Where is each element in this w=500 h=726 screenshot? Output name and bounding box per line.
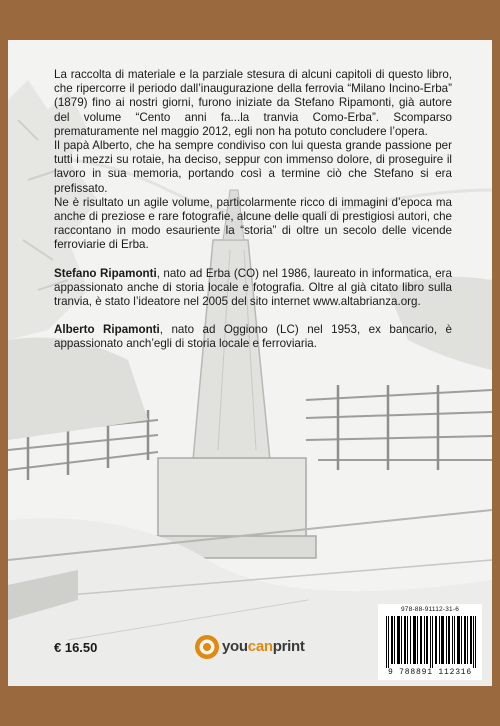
isbn-digits: 9 788891 112316 (387, 668, 472, 677)
author-bio-text-stefano: , nato ad Erba (CO) nel 1986, laureato in informatica, era appassionato anche di storia locale e fotografia. Oltre al già citato libro sulla tranvia, è stato l’ideatore nel 2005 del sito internet www.altabrianza.org. (54, 266, 452, 309)
publisher-logo (194, 634, 314, 662)
author-bio-alberto (54, 323, 452, 351)
publisher-print: print (272, 638, 305, 655)
isbn-barcode (378, 604, 482, 680)
publisher-can: can (247, 638, 273, 655)
publisher-you: you (222, 638, 248, 655)
isbn-number: 978-88-91112-31-6 (400, 606, 460, 613)
author-bio-stefano (54, 267, 452, 310)
publisher-emblem-icon (194, 634, 220, 660)
barcode-icon (386, 616, 476, 668)
publisher-name (222, 638, 305, 655)
second-paragraph: Il papà Alberto, che ha sempre condiviso con lui questa grande passione per tutti i mezzi su rotaie, ha deciso, seppur con immenso dolore, di proseguire il lavoro in sua memoria, portando così a termine ciò che Stefano si era prefissato. (54, 139, 452, 195)
third-paragraph: Ne è risultato un agile volume, particolarmente ricco di immagini d’epoca ma anche di preziose e rare fotografie, alcune delle quali di prestigiosi autori, che raccontano in modo esauriente la “storia” di oltre un secolo delle vicende ferroviarie di Erba. (54, 195, 452, 252)
author-bio-text-alberto: , nato ad Oggiono (LC) nel 1953, ex bancario, è appassionato anch’egli di storia locale e ferroviaria. (54, 323, 453, 351)
back-cover-text (54, 68, 452, 352)
back-cover (8, 40, 492, 686)
price-label: € 16.50 (54, 640, 98, 655)
author-name-stefano: Stefano Ripamonti (54, 266, 157, 280)
author-name-alberto: Alberto Ripamonti (54, 323, 160, 337)
intro-paragraph: La raccolta di materiale e la parziale stesura di alcuni capitoli di questo libro, che ripercorre il periodo dall’inaugurazione della ferrovia “Milano Incino-Erba” (1879) fino ai nostri giorni, furono iniziate da Stefano Ripamonti, già autore del volume “Cento anni fa...la tranvia Como-Erba”. Scomparso prematuramente nel maggio 2012, egli non ha potuto concludere l’opera. (54, 68, 452, 138)
